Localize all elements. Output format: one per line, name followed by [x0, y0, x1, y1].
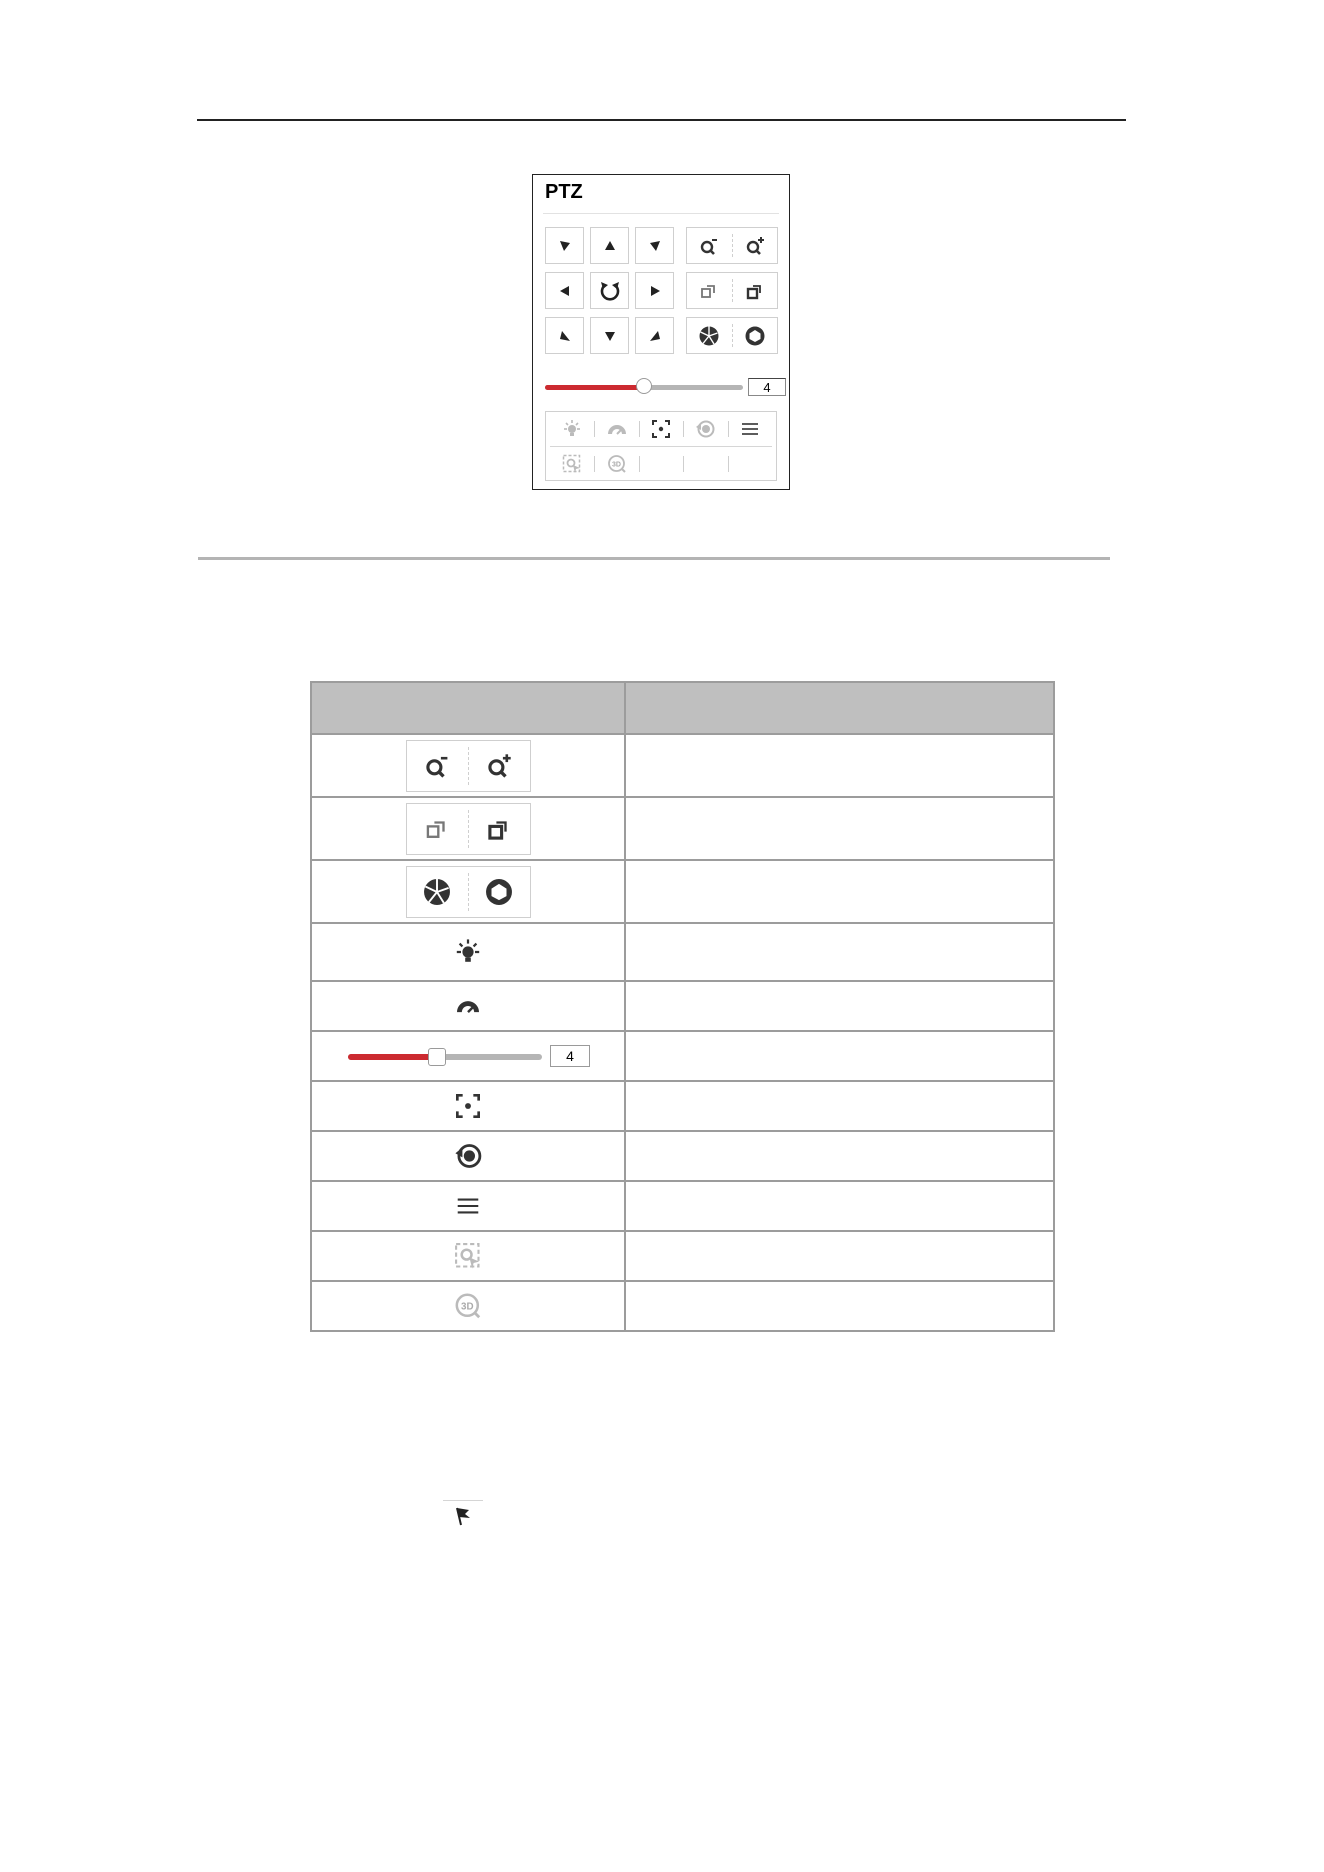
table-row [311, 981, 1054, 1031]
table-description-cell [625, 1031, 1054, 1081]
manual-tracking-button[interactable] [550, 447, 594, 481]
ptz-title: PTZ [545, 181, 583, 203]
arrow-up-icon [604, 240, 616, 252]
empty-slot [639, 447, 683, 481]
speed-value: 4 [748, 378, 786, 396]
table-row [311, 923, 1054, 981]
table-description-cell [625, 1281, 1054, 1331]
pan-up-left-button[interactable] [635, 317, 674, 354]
ptz-panel [532, 174, 790, 490]
table-description-cell [625, 797, 1054, 860]
pan-left-button[interactable] [545, 272, 584, 309]
table-description-cell [625, 1081, 1054, 1131]
zoom-out-icon [699, 236, 719, 256]
table-description-cell [625, 1131, 1054, 1181]
wiper-icon [606, 420, 628, 438]
iris-close-icon [744, 325, 766, 347]
lens-init-icon [454, 1142, 482, 1170]
arrow-right-icon [649, 285, 661, 297]
speed-thumb[interactable] [636, 378, 652, 394]
table-header-button [311, 682, 625, 734]
pan-down-right-button[interactable] [545, 227, 584, 264]
ptz-speed-slider[interactable] [545, 375, 777, 399]
wiper-button[interactable] [594, 412, 638, 446]
light-button[interactable] [550, 412, 594, 446]
manual-tracking-icon [562, 454, 582, 474]
table-header-description [625, 682, 1054, 734]
speed-thumb [428, 1048, 446, 1066]
speed-fill [348, 1054, 437, 1060]
table-description-cell [625, 1231, 1054, 1281]
pan-up-right-button[interactable] [545, 317, 584, 354]
focus-near-icon [424, 816, 450, 842]
svg-text:3D: 3D [611, 461, 621, 469]
lens-init-button[interactable] [683, 412, 727, 446]
table-description-cell [625, 734, 1054, 797]
focus-far-button[interactable] [733, 273, 778, 308]
speed-slider-sample [348, 1043, 588, 1069]
table-description-cell [625, 981, 1054, 1031]
auxiliary-focus-button[interactable] [639, 412, 683, 446]
table-description-cell [625, 1181, 1054, 1231]
zoom-out-icon [424, 753, 450, 779]
tilt-down-button[interactable] [590, 317, 629, 354]
top-divider [197, 119, 1126, 121]
empty-slot [728, 447, 772, 481]
auxiliary-focus-icon [456, 1094, 480, 1118]
ptz-buttons-table [310, 681, 1055, 1332]
focus-far-icon [486, 816, 512, 842]
iris-open-icon [698, 325, 720, 347]
light-icon [454, 938, 482, 966]
table-row [311, 1231, 1054, 1281]
auto-rotate-icon [599, 280, 621, 302]
3d-zoom-icon [607, 454, 627, 474]
iris-open-button[interactable] [687, 318, 732, 353]
speed-track [348, 1054, 542, 1060]
speed-fill [545, 385, 644, 390]
iris-button-group-sample [406, 866, 531, 918]
ptz-title-divider [543, 213, 779, 214]
wiper-icon [454, 995, 482, 1017]
table-row [311, 1131, 1054, 1181]
lens-init-icon [695, 419, 715, 439]
menu-button[interactable] [728, 412, 772, 446]
table-row [311, 797, 1054, 860]
arrow-down-icon [604, 330, 616, 342]
light-icon [562, 419, 582, 439]
table-description-cell [625, 923, 1054, 981]
flag-icon [452, 1505, 474, 1527]
arrow-down-right-icon [559, 240, 571, 252]
svg-text:3D: 3D [461, 1301, 474, 1313]
zoom-out-button[interactable] [687, 228, 732, 263]
iris-open-icon [422, 877, 452, 907]
empty-slot [683, 447, 727, 481]
focus-near-button[interactable] [687, 273, 732, 308]
section-divider [198, 557, 1110, 560]
speed-value: 4 [550, 1045, 590, 1067]
menu-icon [741, 422, 759, 436]
pan-down-left-button[interactable] [635, 227, 674, 264]
arrow-up-left-icon [649, 330, 661, 342]
table-row [311, 734, 1054, 797]
ptz-function-panel [545, 411, 777, 481]
zoom-in-icon [486, 753, 512, 779]
focus-button-group [686, 272, 778, 309]
zoom-button-group-sample [406, 740, 531, 792]
manual-tracking-icon [454, 1242, 482, 1270]
focus-near-icon [699, 281, 719, 301]
focus-far-icon [745, 281, 765, 301]
table-row [311, 1031, 1054, 1081]
zoom-in-icon [745, 236, 765, 256]
arrow-left-icon [559, 285, 571, 297]
iris-close-icon [484, 877, 514, 907]
3d-zoom-button[interactable] [594, 447, 638, 481]
zoom-button-group [686, 227, 778, 264]
3d-zoom-icon [454, 1292, 482, 1320]
iris-button-group [686, 317, 778, 354]
flag-button[interactable] [443, 1500, 483, 1531]
iris-close-button[interactable] [733, 318, 778, 353]
tilt-up-button[interactable] [590, 227, 629, 264]
table-description-cell [625, 860, 1054, 923]
speed-track[interactable] [545, 385, 743, 390]
zoom-in-button[interactable] [733, 228, 778, 263]
menu-icon [456, 1197, 480, 1215]
table-row [311, 1181, 1054, 1231]
auto-rotate-button[interactable] [590, 272, 629, 309]
table-row [311, 1081, 1054, 1131]
table-row [311, 860, 1054, 923]
arrow-down-left-icon [649, 240, 661, 252]
table-row [311, 1281, 1054, 1331]
arrow-up-right-icon [559, 330, 571, 342]
table-header-row [311, 682, 1054, 734]
pan-right-button[interactable] [635, 272, 674, 309]
auxiliary-focus-icon [652, 420, 670, 438]
focus-button-group-sample [406, 803, 531, 855]
